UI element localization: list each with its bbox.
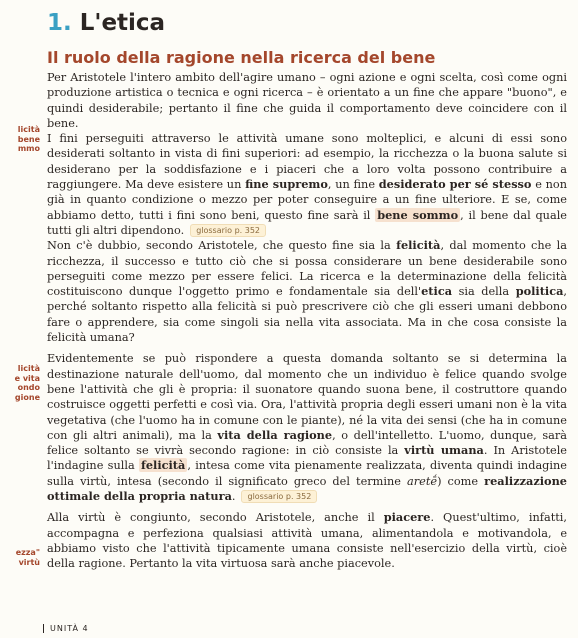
subsection-title: Il ruolo della ragione nella ricerca del bene <box>47 48 436 67</box>
paragraph-4: Evidentemente se può rispondere a questa domanda soltanto se si determina la destinazione naturale dell'uomo, dal momento che un individuo è felice quando svolge bene l'attività che gli è propria: il suonatore quando suona bene, il costruttore quando costruisce oggetti perfetti e così via. Ora, l'attività propria degli esseri umani non è la vita vegetativa (che l'uomo ha in comune con le piante), né la vita dei sensi (che ha in comune con gli altri animali), ma la vita della ragione, o dell'intelletto. L'uomo, dunque, sarà felice soltanto se vivrà secondo ragione: in ciò consiste la virtù umana. In Aristotele l'indagine sulla felicità , intesa come vita pienamente realizzata, diventa quindi indagine sulla virtù, intesa (secondo il significato greco del termine aretḗ) come realizzazione ottimale della propria natura. glossario p. 352 <box>47 352 568 504</box>
paragraph-2: I fini perseguiti attraverso le attività umane sono molteplici, e alcuni di essi sono desiderati soltanto in vista di fini superiori: ad esempio, la ricchezza o la buona salute si desiderano per la soddisfazione e i piaceri che a loro volta possono contribuire a raggiungere. Ma deve esistere un fine supremo, un fine desiderato per sé stesso e non già in quanto condizione o mezzo per poter conseguire a un fine ulteriore. E se, come abbiamo detto, tutti i fini sono beni, questo fine sarà il bene sommo , il bene dal quale tutti gli altri dipendono. glossario p. 352 <box>47 132 567 237</box>
body-text <box>47 70 567 572</box>
section-heading <box>47 10 165 36</box>
glossary-link[interactable]: glossario p. 352 <box>190 224 266 237</box>
term-bene-sommo[interactable]: bene sommo <box>377 207 459 222</box>
section-title: L'etica <box>79 10 166 36</box>
glossary-link[interactable]: glossario p. 352 <box>241 490 317 503</box>
section-number: 1. <box>47 10 72 36</box>
term-felicita[interactable]: felicità <box>140 458 186 473</box>
paragraph-3: Non c'è dubbio, secondo Aristotele, che questo fine sia la felicità, dal momento che la ricchezza, il successo e tutto ciò che si possa considerare un bene desiderabile sono perseguiti come mezzo per essere felici. La ricerca e la determinazione della felicità costituiscono dunque l'oggetto primo e fondamentale sia dell'etica sia della politica, perché soltanto rispetto alla felicità si può prescrivere ciò che gli esseri umani debbono fare o apprendere, sia come singoli sia nella vita associata. Ma in che cosa consiste la felicità umana? <box>47 238 568 345</box>
page-footer: UNITÀ 4 <box>43 624 89 633</box>
margin-note-virtu: ezza" virtù <box>15 548 40 567</box>
margin-note-bene-sommo: licità bene mmo <box>17 125 40 153</box>
paragraph-1: Per Aristotele l'intero ambito dell'agire umano – ogni azione e ogni scelta, così come ogni produzione artistica o tecnica e ogni ricerca – è orientato a un fine che appare "buono", e quindi desiderabile; pertanto il fine che guida il comportamento deve coincidere con il bene. <box>47 71 567 130</box>
margin-note-felicita-ragione: licità e vita ondo gione <box>14 364 40 402</box>
paragraph-5: Alla virtù è congiunto, secondo Aristotele, anche il piacere. Quest'ultimo, infatti, accompagna e perfeziona qualsiasi attività umana, alimentandola e motivandola, e abbiamo visto che l'attività tipicamente umana consiste nell'esercizio della virtù, cioè della ragione. Pertanto la vita virtuosa sarà anche piacevole. <box>47 510 567 571</box>
